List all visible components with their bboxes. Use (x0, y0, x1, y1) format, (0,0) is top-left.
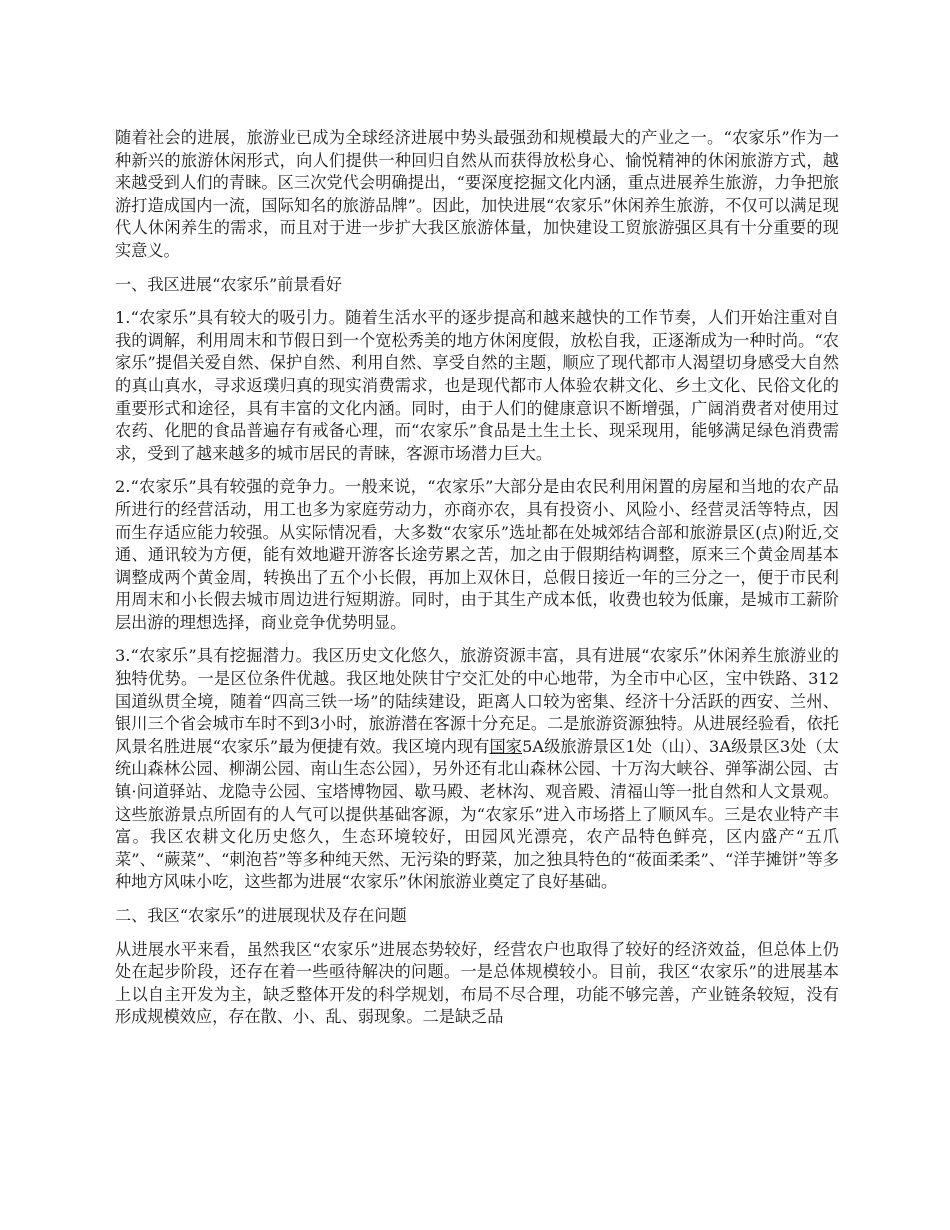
intro-paragraph: 随着社会的进展，旅游业已成为全球经济进展中势头最强劲和规模最大的产业之一。“农家乐”作为一种新兴的旅游休闲形式，向人们提供一种回归自然从而获得放松身心、愉悦精神的休闲旅游方式，越来越受到人们的青睐。区三次党代会明确提出，“要深度挖掘文化内涵，重点进展养生旅游，力争把旅游打造成国内一流，国际知名的旅游品牌”。因此，加快进展“农家乐”休闲养生旅游，不仅可以满足现代人休闲养生的需求，而且对于进一步扩大我区旅游体量，加快建设工贸旅游强区具有十分重要的现实意义。 (115, 128, 839, 260)
paragraph-4: 从进展水平来看，虽然我区“农家乐”进展态势较好，经营农户也取得了较好的经济效益，但总体上仍处在起步阶段，还存在着一些亟待解决的问题。一是总体规模较小。目前，我区“农家乐”的进展基本上以自主开发为主，缺乏整体开发的科学规划，布局不尽合理，功能不够完善，产业链条较短，没有形成规模效应，存在散、小、乱、弱现象。二是缺乏品 (115, 939, 839, 1027)
national-link[interactable]: 国家 (489, 736, 523, 756)
section-heading-1: 一、我区进展“农家乐”前景看好 (115, 274, 342, 294)
paragraph-1: 1.“农家乐”具有较大的吸引力。随着生活水平的逐步提高和越来越快的工作节奏，人们开始注重对自我的调解，利用周末和节假日到一个宽松秀美的地方休闲度假，放松自我，正逐渐成为一种时尚。“农家乐”提倡关爱自然、保护自然、利用自然、享受自然的主题，顺应了现代都市人渴望切身感受大自然的真山真水，寻求返璞归真的现实消费需求，也是现代都市人体验农耕文化、乡土文化、民俗文化的重要形式和途径，具有丰富的文化内涵。同时，由于人们的健康意识不断增强，广阔消费者对使用过农药、化肥的食品普遍存有戒备心理，而“农家乐”食品是土生土长、现采现用，能够满足绿色消费需求，受到了越来越多的城市居民的青睐，客源市场潜力巨大。 (115, 308, 839, 463)
section-heading-2: 二、我区“农家乐”的进展现状及存在问题 (115, 906, 407, 925)
paragraph-3 (115, 645, 839, 894)
paragraph-2: 2.“农家乐”具有较强的竞争力。一般来说，“农家乐”大部分是由农民利用闲置的房屋和当地的农产品所进行的经营活动，用工也多为家庭劳动力，亦商亦农，具有投资小、风险小、经营灵活等特点，因而生存适应能力较强。从实际情况看，大多数“农家乐”选址都在处城郊结合部和旅游景区(点)附近,交通、通讯较为方便，能有效地避开游客长途劳累之苦，加之由于假期结构调整，原来三个黄金周基本调整成两个黄金周，转换出了五个小长假，再加上双休日，总假日接近一年的三分之一，便于市民利用周末和小长假去城市周边进行短期游。同时，由于其生产成本低，收费也较为低廉，是城市工薪阶层出游的理想选择，商业竞争优势明显。 (115, 477, 839, 632)
paragraph-3-part-b: 5A级旅游景区1处（山）、3A级景区3处（太统山森林公园、柳湖公园、南山生态公园），另外还有北山森林公园、十万沟大峡谷、弹筝湖公园、古镇·问道驿站、龙隐寺公园、宝塔博物园、歇马殿、老林沟、观音殿、清福山等一批自然和人文景观。这些旅游景点所固有的人气可以提供基础客源，为“农家乐”进入市场搭上了顺风车。三是农业特产丰富。我区农耕文化历史悠久，生态环境较好，田园风光漂亮，农产品特色鲜亮，区内盛产“五爪菜”、“蕨菜”、“刺泡苔”等多种纯天然、无污染的野菜，加之独具特色的“莜面柔柔”、“洋芋摊饼”等多种地方风味小吃，这些都为进展“农家乐”休闲旅游业奠定了良好基础。 (115, 736, 839, 892)
paragraph-3-part-a: 3.“农家乐”具有挖掘潜力。我区历史文化悠久，旅游资源丰富，具有进展“农家乐”休闲养生旅游业的独特优势。一是区位条件优越。我区地处陕甘宁交汇处的中心地带，为全市中心区，宝中铁路、312国道纵贯全境，随着“四高三铁一场”的陆续建设，距离人口较为密集、经济十分活跃的西安、兰州、银川三个省会城市车时不到3小时，旅游潜在客源十分充足。二是旅游资源独特。从进展经验看，依托风景名胜进展“农家乐”最为便捷有效。我区境内现有 (115, 646, 839, 756)
document-body (115, 127, 839, 1040)
